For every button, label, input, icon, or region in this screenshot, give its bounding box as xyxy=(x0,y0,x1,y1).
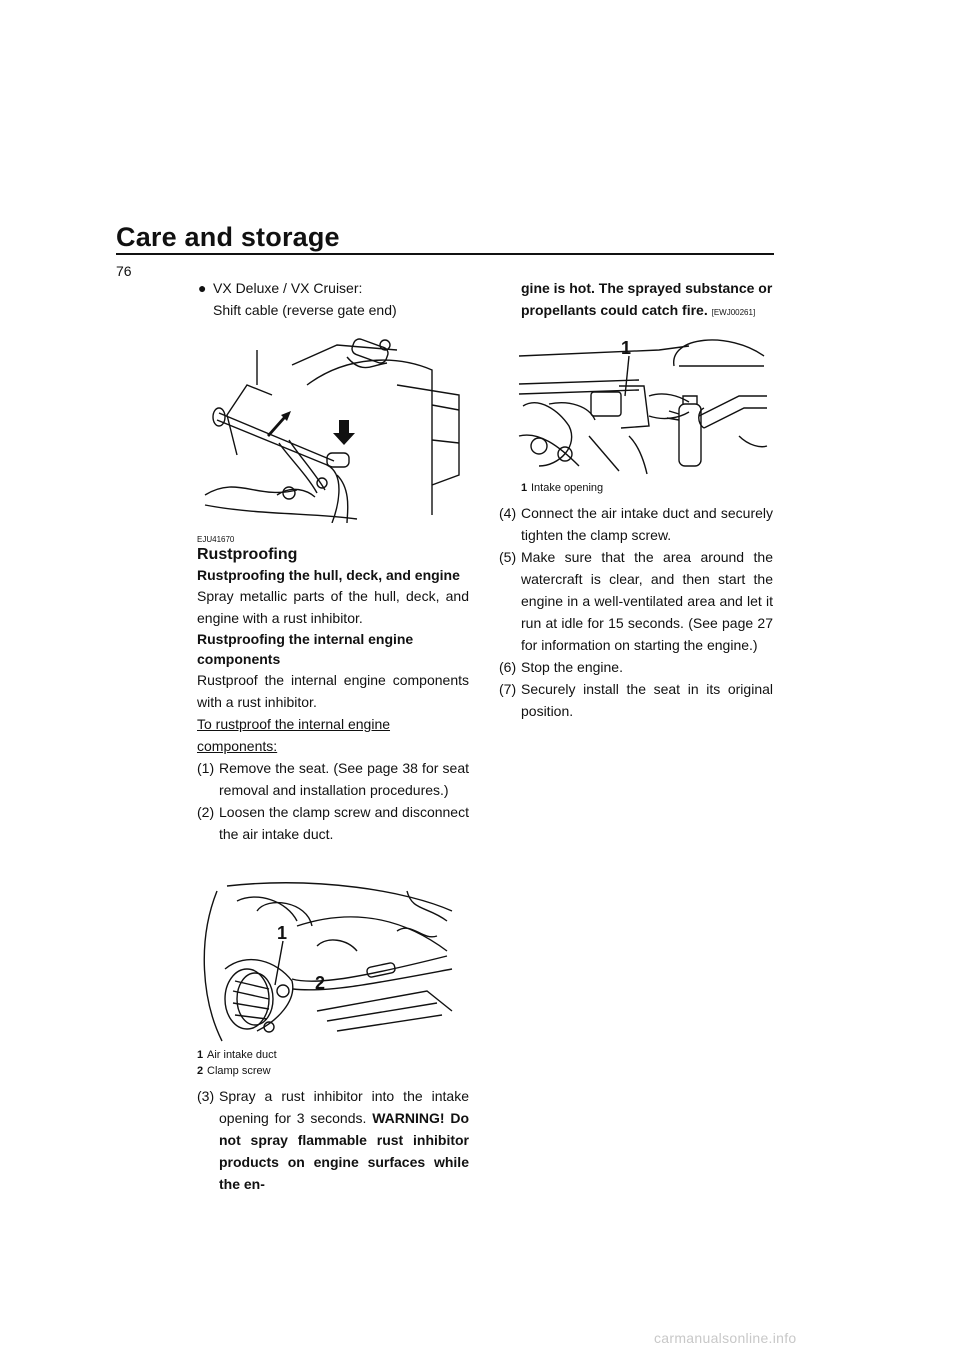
section-heading: Rustproofing xyxy=(197,546,298,563)
figure-caption xyxy=(499,480,773,496)
left-column xyxy=(197,277,469,1195)
step-number: (5) xyxy=(499,549,517,565)
warning-continuation xyxy=(499,277,773,324)
subsection-heading: Rustproofing the hull, deck, and engine xyxy=(197,567,460,583)
bullet-line: Shift cable (reverse gate end) xyxy=(213,302,397,318)
figure-label: 2 xyxy=(315,973,326,993)
procedure-step xyxy=(499,678,773,722)
step-number: (2) xyxy=(197,804,215,820)
step-number: (6) xyxy=(499,659,517,675)
caption-text: Clamp screw xyxy=(207,1065,271,1077)
warning-code: [EWJ00261] xyxy=(711,308,756,317)
figure-label: 1 xyxy=(621,338,632,358)
warning-text: WARNING! Do not spray flammable rust inhibitor products on engine surfaces while the en- xyxy=(219,1110,470,1192)
caption-number: 1 xyxy=(197,1049,204,1061)
procedure-heading: To rustproof the internal engine components: xyxy=(197,716,391,754)
figure-caption xyxy=(197,1047,469,1079)
step-text: Remove the seat. (See page 38 for seat removal and installation procedures.) xyxy=(219,760,469,798)
intake-opening-illustration xyxy=(499,336,773,476)
procedure-step xyxy=(197,757,469,801)
procedure-step xyxy=(499,656,773,678)
subsection-heading: Rustproofing the internal engine components xyxy=(197,631,414,667)
bullet-icon: ● xyxy=(198,280,207,296)
step-text: Stop the engine. xyxy=(521,659,623,675)
right-column xyxy=(499,277,773,722)
air-intake-drawing xyxy=(197,881,459,1043)
step-text-normal: Spray a rust inhibitor into the intake opening for 3 seconds. xyxy=(219,1088,469,1126)
procedure-step xyxy=(499,502,773,546)
step-text: Make sure that the area around the watercraft is clear, and then start the engine in a well-ventilated area and let it run at idle for 15 seconds. (See page 27 for information on starting the engine.) xyxy=(521,549,773,653)
step-number: (4) xyxy=(499,505,517,521)
procedure-step xyxy=(197,801,469,845)
paragraph: Rustproof the internal engine components with a rust inhibitor. xyxy=(197,672,469,710)
bullet-line: VX Deluxe / VX Cruiser: xyxy=(213,280,363,296)
step-text xyxy=(219,1085,469,1195)
watermark-text: carmanualsonline.info xyxy=(654,1330,797,1346)
caption-text: Intake opening xyxy=(531,482,604,494)
caption-text: Air intake duct xyxy=(207,1049,277,1061)
procedure-step xyxy=(499,546,773,656)
step-text: Connect the air intake duct and securely tighten the clamp screw. xyxy=(521,505,773,543)
page-title: Care and storage xyxy=(116,222,340,252)
caption-number: 1 xyxy=(521,482,528,494)
page-number: 76 xyxy=(116,263,132,279)
header-rule xyxy=(116,253,774,255)
caption-number: 2 xyxy=(197,1065,204,1077)
step-text: Securely install the seat in its original position. xyxy=(521,681,773,719)
intake-opening-drawing xyxy=(499,336,771,476)
air-intake-illustration xyxy=(197,881,469,1043)
figure-label: 1 xyxy=(277,923,288,943)
step-number: (3) xyxy=(197,1088,215,1104)
paragraph: Spray metallic parts of the hull, deck, and engine with a rust inhibitor. xyxy=(197,588,469,626)
procedure-step xyxy=(197,1085,469,1195)
bullet-item xyxy=(197,277,469,299)
step-number: (7) xyxy=(499,681,517,697)
warning-text: gine is hot. The sprayed substance or propellants could catch fire. xyxy=(521,280,773,318)
shift-cable-drawing xyxy=(197,325,469,523)
shift-cable-illustration xyxy=(197,325,469,523)
step-text: Loosen the clamp screw and disconnect the air intake duct. xyxy=(219,804,469,842)
step-number: (1) xyxy=(197,760,215,776)
section-code: EJU41670 xyxy=(197,535,235,544)
